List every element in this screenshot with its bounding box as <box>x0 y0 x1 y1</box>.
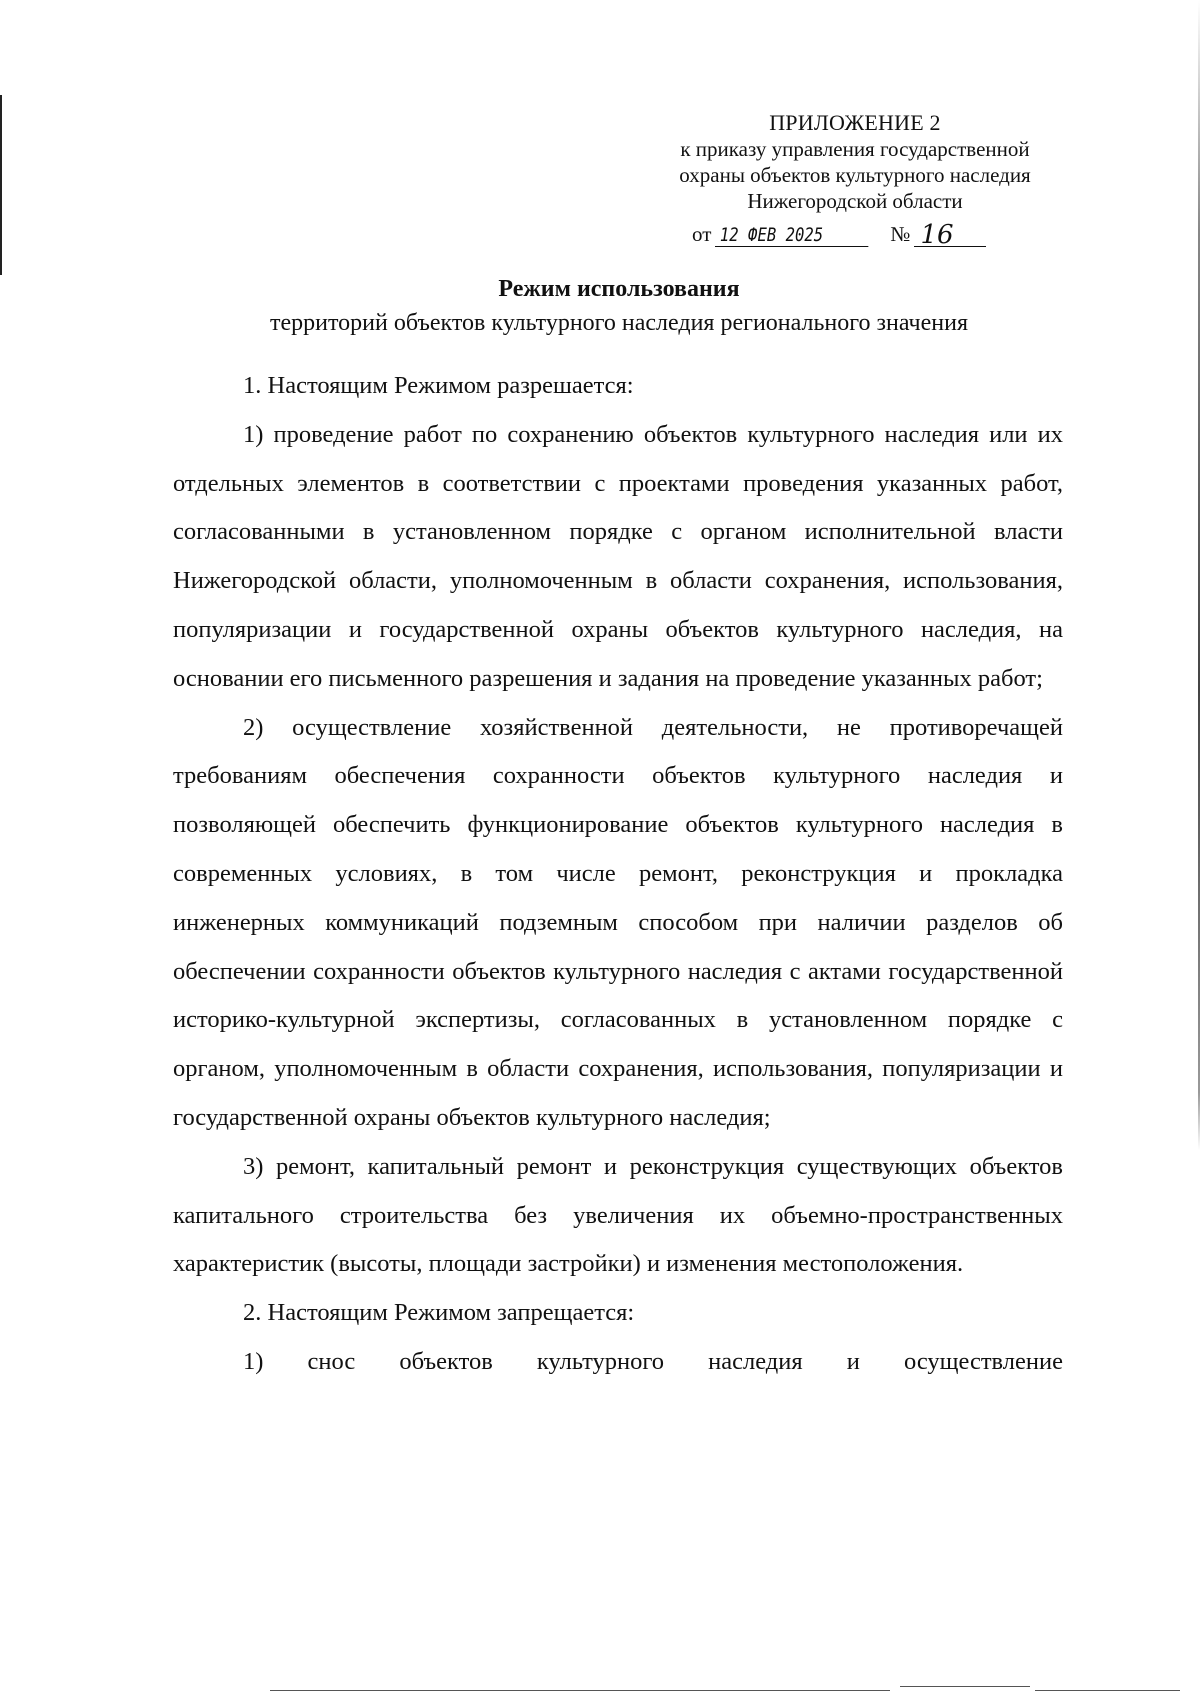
paragraph: 1) проведение работ по сохранению объектов культурного наследия или их отдельных элементов в соответствии с проектами проведения указанных работ, согласованными в установленном порядке с органом исполнительной власти Нижегородской области, уполномоченным в области сохранения, использования, популяризации и государственной охраны объектов культурного наследия, на основании его письменного разрешения и задания на проведение указанных работ; <box>173 420 1063 692</box>
section-heading: 1. Настоящим Режимом разрешается: <box>243 372 634 399</box>
from-label: от <box>692 222 712 246</box>
scan-edge-left <box>0 95 2 275</box>
scan-bottom-line <box>900 1686 1030 1687</box>
order-date: 12 ФЕВ 2025 <box>715 224 868 247</box>
document-body <box>173 362 1063 1387</box>
document-title: Режим использования <box>498 276 740 302</box>
number-label: № <box>890 222 911 246</box>
appendix-line: Нижегородской области <box>747 189 963 213</box>
appendix-line: охраны объектов культурного наследия <box>679 163 1031 187</box>
order-reference <box>692 220 986 250</box>
document-subtitle: территорий объектов культурного наследия регионального значения <box>270 310 968 336</box>
appendix-title: ПРИЛОЖЕНИЕ 2 <box>769 110 941 135</box>
paragraph: 3) ремонт, капитальный ремонт и реконструкция существующих объектов капитального строительства без увеличения их объемно-пространственных характеристик (высоты, площади застройки) и изменения местоположения. <box>173 1152 1063 1278</box>
paragraph: 1) снос объектов культурного наследия и осуществление <box>243 1347 1063 1375</box>
scan-bottom-line <box>270 1690 890 1691</box>
paragraph: 2) осуществление хозяйственной деятельности, не противоречащей требованиям обеспечения сохранности объектов культурного наследия и позволяющей обеспечить функционирование объектов культурного наследия в современных условиях, в том числе ремонт, реконструкция и прокладка инженерных коммуникаций подземным способом при наличии разделов об обеспечении сохранности объектов культурного наследия с актами государственной историко-культурной экспертизы, согласованных в установленном порядке с органом, уполномоченным в области сохранения, использования, популяризации и государственной охраны объектов культурного наследия; <box>173 713 1063 1131</box>
order-number: 16 <box>914 224 986 247</box>
appendix-line: к приказу управления государственной <box>680 137 1030 161</box>
document-title-block <box>175 272 1063 340</box>
appendix-header <box>620 110 1090 214</box>
scan-bottom-line <box>1035 1690 1180 1691</box>
section-heading: 2. Настоящим Режимом запрещается: <box>243 1299 635 1327</box>
